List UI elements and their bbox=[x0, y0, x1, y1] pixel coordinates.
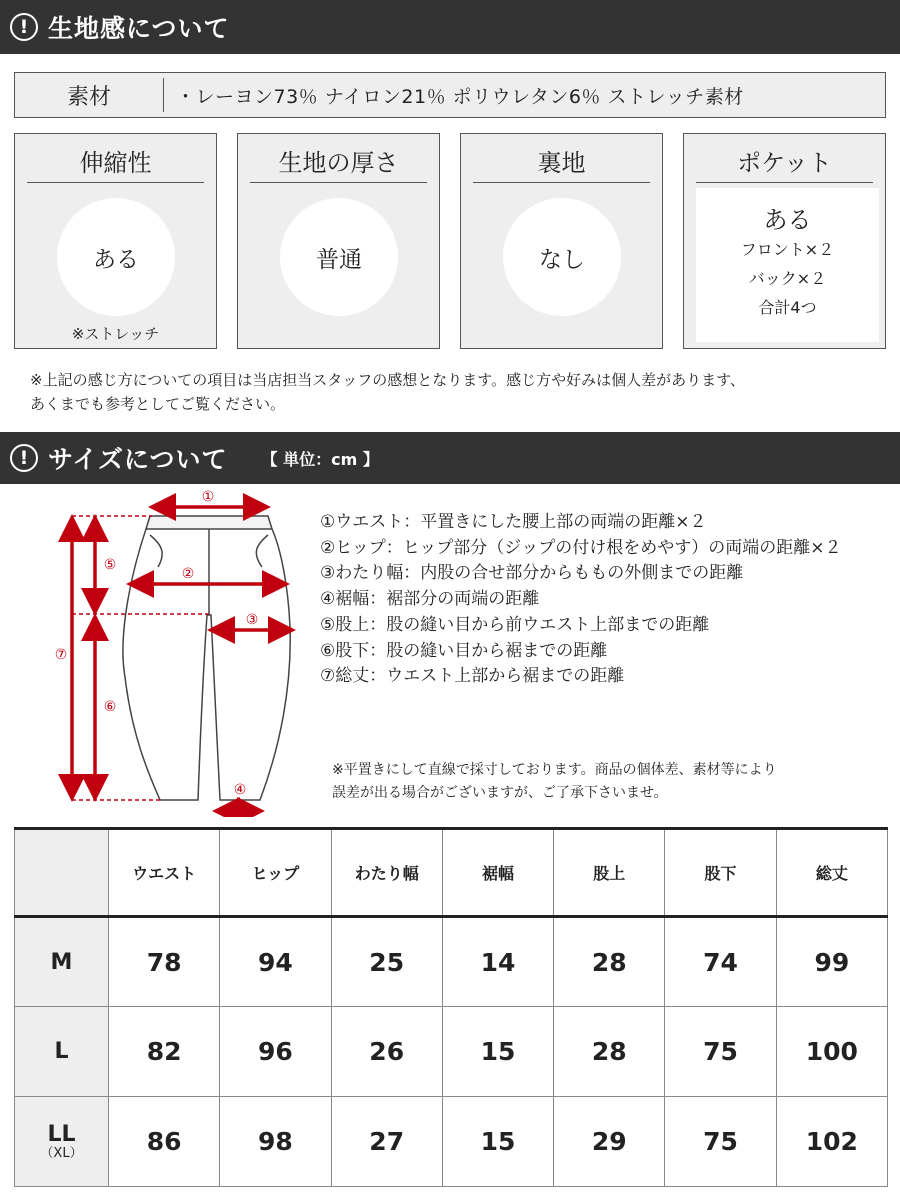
definition-item: ⑦総丈：ウエスト上部から裾までの距離 bbox=[320, 666, 625, 687]
lining-title: 裏地 bbox=[473, 144, 650, 183]
stretch-title: 伸縮性 bbox=[27, 144, 204, 183]
pocket-front: フロント×２ bbox=[740, 240, 835, 259]
note-line: 誤差が出る場合がございますが、ご了承下さいませ。 bbox=[332, 785, 668, 801]
thickness-value: 普通 bbox=[280, 198, 398, 316]
size-label: M bbox=[15, 917, 109, 1007]
table-row bbox=[15, 1097, 888, 1187]
pocket-card bbox=[683, 133, 886, 349]
table-cell: 75 bbox=[665, 1007, 776, 1097]
col-waist: ウエスト bbox=[109, 829, 220, 917]
feel-disclaimer bbox=[30, 368, 745, 416]
table-corner bbox=[15, 829, 109, 917]
label-waist: ① bbox=[201, 489, 215, 505]
col-inseam: 股下 bbox=[665, 829, 776, 917]
size-label-sub: （XL） bbox=[40, 1145, 83, 1161]
material-label: 素材 bbox=[66, 84, 111, 110]
guide-lines bbox=[72, 516, 210, 800]
table-cell: 74 bbox=[665, 917, 776, 1007]
label-hip: ② bbox=[181, 566, 195, 582]
col-thigh: わたり幅 bbox=[331, 829, 442, 917]
thickness-card bbox=[237, 133, 440, 349]
size-label-ll bbox=[15, 1097, 109, 1187]
table-cell: 94 bbox=[220, 917, 331, 1007]
table-row bbox=[15, 1007, 888, 1097]
col-hem: 裾幅 bbox=[442, 829, 553, 917]
table-cell: 75 bbox=[665, 1097, 776, 1187]
table-cell: 29 bbox=[554, 1097, 665, 1187]
label-length: ⑦ bbox=[54, 647, 68, 663]
exclamation-icon: ! bbox=[10, 444, 38, 472]
pocket-detail-box bbox=[696, 188, 879, 342]
table-cell: 15 bbox=[442, 1007, 553, 1097]
material-value: ・レーヨン73％ ナイロン21％ ポリウレタン6％ ストレッチ素材 bbox=[176, 85, 744, 108]
table-cell: 14 bbox=[442, 917, 553, 1007]
pocket-value: ある bbox=[763, 206, 812, 234]
fabric-section-title: 生地感について bbox=[48, 14, 230, 43]
table-cell: 15 bbox=[442, 1097, 553, 1187]
table-row bbox=[15, 917, 888, 1007]
definition-item: ⑤股上：股の縫い目から前ウエスト上部までの距離 bbox=[320, 614, 710, 635]
col-hip: ヒップ bbox=[220, 829, 331, 917]
definition-item: ②ヒップ：ヒップ部分（ジップの付け根をめやす）の両端の距離×２ bbox=[320, 537, 842, 558]
pants-outline bbox=[123, 516, 290, 800]
pocket-title: ポケット bbox=[696, 144, 873, 183]
disclaimer-line: あくまでも参考としてご覧ください。 bbox=[30, 395, 286, 413]
size-table bbox=[14, 827, 888, 1187]
col-length: 総丈 bbox=[776, 829, 887, 917]
definition-item: ①ウエスト：平置きにした腰上部の両端の距離×２ bbox=[320, 512, 707, 532]
table-cell: 26 bbox=[331, 1007, 442, 1097]
table-cell: 99 bbox=[776, 917, 887, 1007]
table-cell: 27 bbox=[331, 1097, 442, 1187]
stretch-card bbox=[14, 133, 217, 349]
table-cell: 78 bbox=[109, 917, 220, 1007]
exclamation-icon: ! bbox=[10, 13, 38, 41]
label-hem: ④ bbox=[233, 782, 247, 798]
table-cell: 86 bbox=[109, 1097, 220, 1187]
fabric-section-header bbox=[0, 0, 900, 54]
lining-value: なし bbox=[503, 198, 621, 316]
size-section-title: サイズについて bbox=[48, 445, 228, 474]
measure-labels bbox=[55, 489, 259, 798]
table-cell: 98 bbox=[220, 1097, 331, 1187]
stretch-note: ※ストレッチ bbox=[71, 325, 160, 343]
stretch-value: ある bbox=[57, 198, 175, 316]
table-cell: 100 bbox=[776, 1007, 887, 1097]
table-cell: 25 bbox=[331, 917, 442, 1007]
table-cell: 28 bbox=[554, 917, 665, 1007]
lining-card bbox=[460, 133, 663, 349]
table-cell: 82 bbox=[109, 1007, 220, 1097]
col-rise: 股上 bbox=[554, 829, 665, 917]
size-label: LL bbox=[47, 1121, 76, 1147]
measurement-note bbox=[332, 759, 777, 805]
unit-label: 【 単位：cm 】 bbox=[261, 449, 379, 469]
table-cell: 28 bbox=[554, 1007, 665, 1097]
definition-item: ⑥股下：股の縫い目から裾までの距離 bbox=[320, 640, 608, 661]
disclaimer-line: ※上記の感じ方についての項目は当店担当スタッフの感想となります。感じ方や好みは個人差があります、 bbox=[30, 371, 745, 389]
label-rise: ⑤ bbox=[103, 557, 117, 573]
table-cell: 102 bbox=[776, 1097, 887, 1187]
pocket-total: 合計4つ bbox=[758, 298, 817, 317]
label-inseam: ⑥ bbox=[103, 699, 117, 715]
pocket-back: バック×２ bbox=[748, 269, 827, 288]
label-thigh: ③ bbox=[245, 612, 259, 628]
measurement-definitions bbox=[320, 510, 841, 690]
pants-measurement-diagram bbox=[0, 487, 310, 817]
table-cell: 96 bbox=[220, 1007, 331, 1097]
definition-item: ④裾幅：裾部分の両端の距離 bbox=[320, 589, 540, 610]
material-row bbox=[14, 72, 886, 118]
note-line: ※平置きにして直線で採寸しております。商品の個体差、素材等により bbox=[332, 762, 777, 778]
size-label: L bbox=[15, 1007, 109, 1097]
size-section-header bbox=[0, 432, 900, 484]
thickness-title: 生地の厚さ bbox=[250, 144, 427, 183]
table-header-row bbox=[15, 829, 888, 917]
definition-item: ③わたり幅：内股の合せ部分からももの外側までの距離 bbox=[320, 563, 744, 584]
